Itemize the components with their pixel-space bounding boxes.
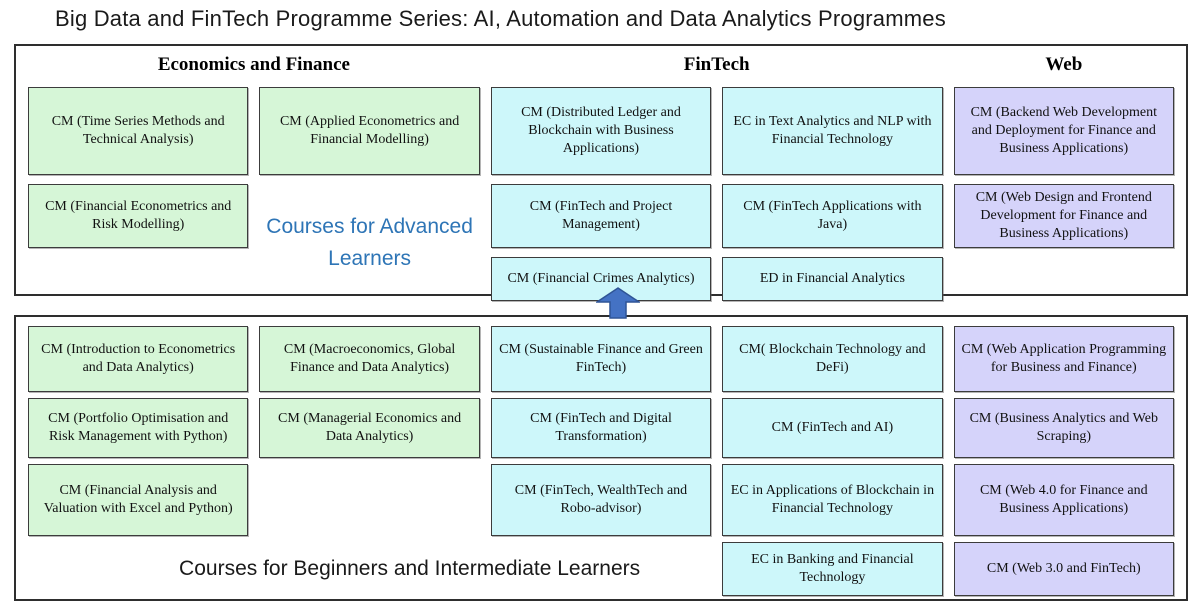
course-cell: CM (Web 4.0 for Finance and Business Applications) (954, 464, 1174, 536)
beginner-learners-panel (14, 315, 1188, 601)
course-cell: CM (Managerial Economics and Data Analytics) (259, 398, 479, 458)
course-cell: CM (FinTech and Project Management) (491, 184, 711, 248)
course-cell: CM (Financial Econometrics and Risk Modelling) (28, 184, 248, 248)
course-cell: CM (Introduction to Econometrics and Data Analytics) (28, 326, 248, 392)
course-cell: CM (Time Series Methods and Technical Analysis) (28, 87, 248, 175)
advanced-learners-label: Courses for Advanced Learners (266, 215, 473, 270)
course-cell: CM (Macroeconomics, Global Finance and Data Analytics) (259, 326, 479, 392)
course-cell: CM (FinTech, WealthTech and Robo-advisor) (491, 464, 711, 536)
course-cell: CM (Business Analytics and Web Scraping) (954, 398, 1174, 458)
course-cell: EC in Text Analytics and NLP with Financial Technology (722, 87, 942, 175)
course-cell: CM (FinTech and AI) (722, 398, 942, 458)
beginner-learners-label: Courses for Beginners and Intermediate Learners (179, 557, 641, 581)
column-header-economics-finance: Economics and Finance (157, 53, 350, 75)
course-cell: CM (Sustainable Finance and Green FinTech) (491, 326, 711, 392)
course-cell: CM( Blockchain Technology and DeFi) (722, 326, 942, 392)
course-cell: CM (Web 3.0 and FinTech) (954, 542, 1174, 596)
course-cell: CM (Portfolio Optimisation and Risk Management with Python) (28, 398, 248, 458)
up-arrow-icon (596, 287, 640, 319)
course-cell: CM (FinTech Applications with Java) (722, 184, 942, 248)
column-header-fintech: FinTech (683, 53, 750, 75)
course-cell: CM (Financial Analysis and Valuation with Excel and Python) (28, 464, 248, 536)
advanced-grid (16, 46, 1186, 294)
course-cell: EC in Banking and Financial Technology (722, 542, 942, 596)
beginner-grid (16, 317, 1186, 599)
course-cell: CM (Financial Crimes Analytics) (491, 257, 711, 301)
course-cell: EC in Applications of Blockchain in Financial Technology (722, 464, 942, 536)
course-cell: CM (FinTech and Digital Transformation) (491, 398, 711, 458)
page-title: Big Data and FinTech Programme Series: AI, Automation and Data Analytics Programmes (55, 6, 946, 31)
course-cell: CM (Applied Econometrics and Financial Modelling) (259, 87, 479, 175)
course-cell: CM (Distributed Ledger and Blockchain with Business Applications) (491, 87, 711, 175)
column-header-web: Web (1045, 53, 1083, 75)
advanced-learners-panel (14, 44, 1188, 296)
course-cell: CM (Web Application Programming for Business and Finance) (954, 326, 1174, 392)
course-cell: ED in Financial Analytics (722, 257, 942, 301)
course-cell: CM (Backend Web Development and Deployment for Finance and Business Applications) (954, 87, 1174, 175)
course-cell: CM (Web Design and Frontend Development for Finance and Business Applications) (954, 184, 1174, 248)
